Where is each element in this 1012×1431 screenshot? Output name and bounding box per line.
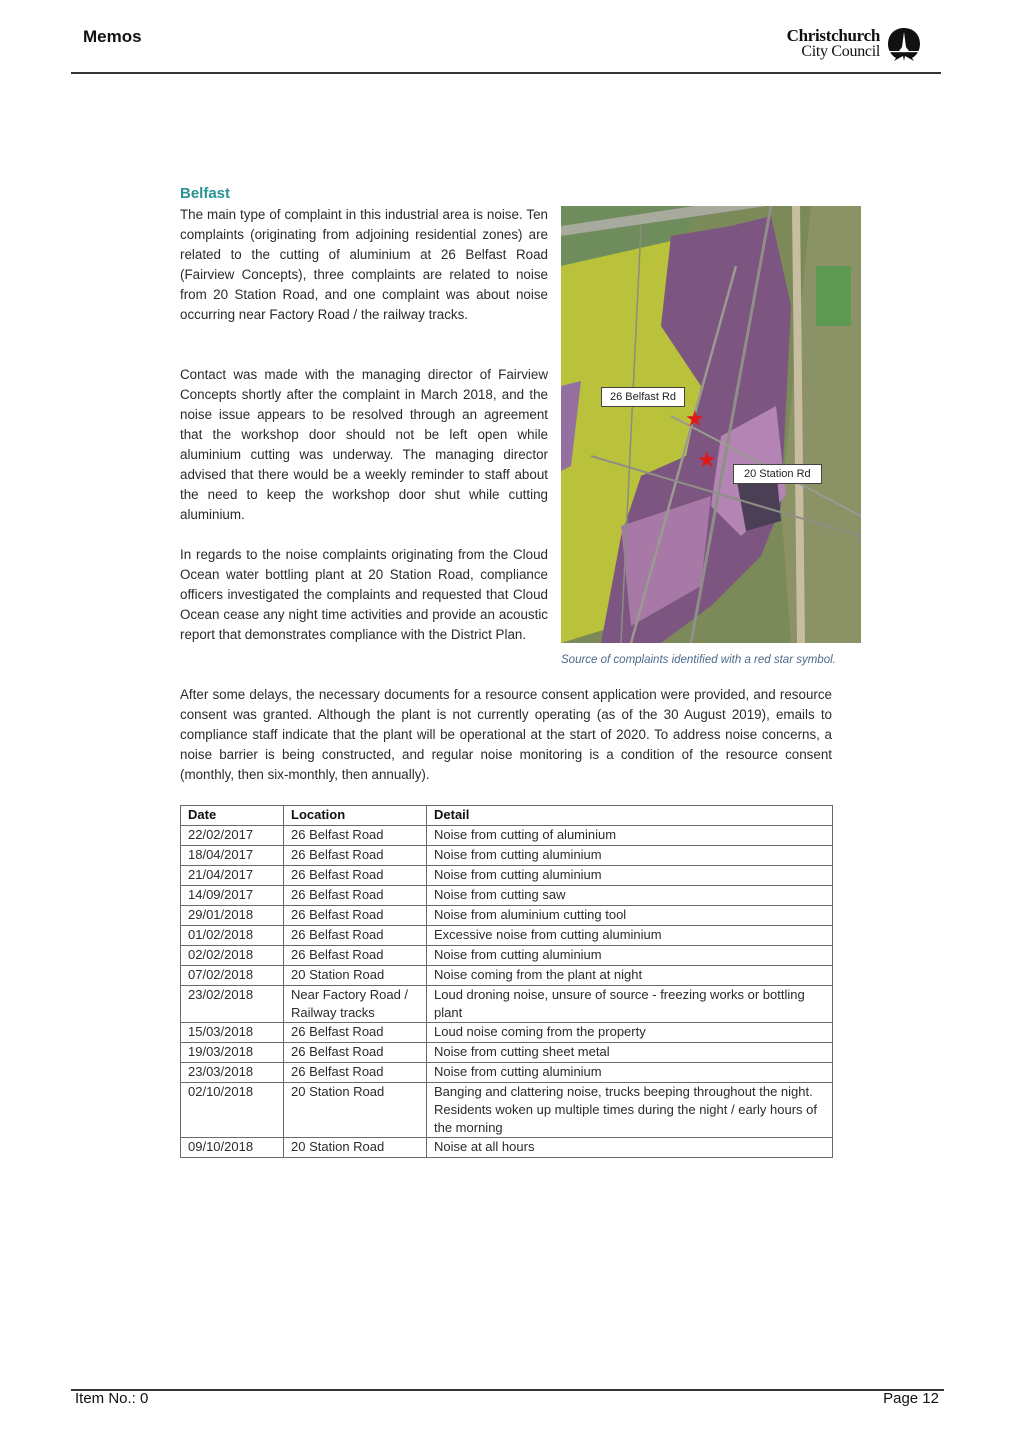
cell-location: 20 Station Road (284, 1083, 427, 1138)
cell-detail: Noise from cutting saw (427, 886, 833, 906)
item-number: Item No.: 0 (75, 1390, 149, 1407)
cell-date: 23/03/2018 (181, 1063, 284, 1083)
map-label-belfast-rd: 26 Belfast Rd (601, 387, 685, 407)
section-heading: Belfast (180, 185, 231, 202)
map-label-station-rd: 20 Station Rd (733, 464, 822, 484)
cell-detail: Noise from cutting aluminium (427, 946, 833, 966)
cell-date: 07/02/2018 (181, 966, 284, 986)
cell-date: 02/10/2018 (181, 1083, 284, 1138)
column-header-date: Date (181, 806, 284, 826)
header-divider (71, 72, 941, 74)
cell-date: 18/04/2017 (181, 846, 284, 866)
table-row (181, 826, 833, 846)
cell-detail: Noise coming from the plant at night (427, 966, 833, 986)
cell-detail: Excessive noise from cutting aluminium (427, 926, 833, 946)
cell-location: Near Factory Road / Railway tracks (284, 986, 427, 1023)
header-title: Memos (83, 27, 142, 46)
red-star-icon: ★ (685, 406, 705, 431)
cell-detail: Banging and clattering noise, trucks beeping throughout the night. Residents woken up multiple times during the night / early hours of the morning (427, 1083, 833, 1138)
cell-location: 26 Belfast Road (284, 846, 427, 866)
table-row (181, 1083, 833, 1138)
cell-location: 26 Belfast Road (284, 866, 427, 886)
table-row (181, 966, 833, 986)
cell-location: 26 Belfast Road (284, 826, 427, 846)
red-star-icon: ★ (697, 447, 717, 472)
cell-location: 26 Belfast Road (284, 1043, 427, 1063)
column-header-detail: Detail (427, 806, 833, 826)
map-caption: Source of complaints identified with a red star symbol. (561, 654, 836, 666)
table-row (181, 1138, 833, 1158)
table-row (181, 1063, 833, 1083)
table-row (181, 986, 833, 1023)
cell-date: 09/10/2018 (181, 1138, 284, 1158)
cell-location: 26 Belfast Road (284, 906, 427, 926)
map-background (561, 206, 861, 643)
cell-detail: Noise from cutting aluminium (427, 1063, 833, 1083)
footer-divider (71, 1389, 944, 1391)
page-number: Page 12 (883, 1390, 939, 1407)
table-row (181, 1043, 833, 1063)
table-row (181, 866, 833, 886)
cell-date: 29/01/2018 (181, 906, 284, 926)
cell-location: 26 Belfast Road (284, 1023, 427, 1043)
cell-location: 20 Station Road (284, 966, 427, 986)
logo-line-1: Christchurch (786, 26, 880, 45)
table-row (181, 1023, 833, 1043)
cell-date: 01/02/2018 (181, 926, 284, 946)
table-row (181, 846, 833, 866)
cell-location: 20 Station Road (284, 1138, 427, 1158)
table-row (181, 926, 833, 946)
cell-date: 23/02/2018 (181, 986, 284, 1023)
table-row (181, 946, 833, 966)
cell-detail: Loud droning noise, unsure of source - freezing works or bottling plant (427, 986, 833, 1023)
cell-date: 19/03/2018 (181, 1043, 284, 1063)
cell-location: 26 Belfast Road (284, 1063, 427, 1083)
aerial-map-image (561, 206, 861, 643)
cell-detail: Noise at all hours (427, 1138, 833, 1158)
cell-date: 21/04/2017 (181, 866, 284, 886)
council-logo (770, 26, 930, 66)
cell-detail: Noise from cutting sheet metal (427, 1043, 833, 1063)
paragraph-4: After some delays, the necessary documents for a resource consent application were provided, and resource consent was granted. Although the plant is not currently operating (as of the 30 August 2019), emails to compliance staff indicate that the plant will be operational at the start of 2020. To address noise concerns, a noise barrier is being constructed, and regular noise monitoring is a condition of the resource consent (monthly, then six-monthly, then annually). (180, 687, 832, 782)
column-header-location: Location (284, 806, 427, 826)
paragraph-1: The main type of complaint in this industrial area is noise. Ten complaints (originating from adjoining residential zones) are related to the cutting of aluminium at 26 Belfast Road (Fairview Concepts), three complaints are related to noise from 20 Station Road, and one complaint was about noise occurring near Factory Road / the railway tracks. (180, 207, 548, 322)
table-header-row (181, 806, 833, 826)
cell-detail: Loud noise coming from the property (427, 1023, 833, 1043)
cell-date: 14/09/2017 (181, 886, 284, 906)
cell-date: 02/02/2018 (181, 946, 284, 966)
table-row (181, 886, 833, 906)
cell-detail: Noise from cutting of aluminium (427, 826, 833, 846)
cell-detail: Noise from aluminium cutting tool (427, 906, 833, 926)
cell-location: 26 Belfast Road (284, 886, 427, 906)
cell-location: 26 Belfast Road (284, 926, 427, 946)
cell-date: 22/02/2017 (181, 826, 284, 846)
cell-location: 26 Belfast Road (284, 946, 427, 966)
cell-date: 15/03/2018 (181, 1023, 284, 1043)
table-row (181, 906, 833, 926)
paragraph-2: Contact was made with the managing director of Fairview Concepts shortly after the complaint in March 2018, and the noise issue appears to be resolved through an agreement that the workshop door should not be left open while aluminium cutting was underway. The managing director advised that there would be a weekly reminder to staff about the need to keep the workshop door shut while cutting aluminium. (180, 367, 548, 522)
complaints-table (180, 805, 833, 1158)
logo-line-2: City Council (801, 43, 880, 60)
paragraph-3: In regards to the noise complaints originating from the Cloud Ocean water bottling plant at 20 Station Road, compliance officers investigated the complaints and requested that Cloud Ocean cease any night time activities and provide an acoustic report that demonstrates compliance with the District Plan. (180, 547, 548, 642)
cell-detail: Noise from cutting aluminium (427, 866, 833, 886)
cell-detail: Noise from cutting aluminium (427, 846, 833, 866)
cathedral-emblem-icon (886, 27, 922, 63)
